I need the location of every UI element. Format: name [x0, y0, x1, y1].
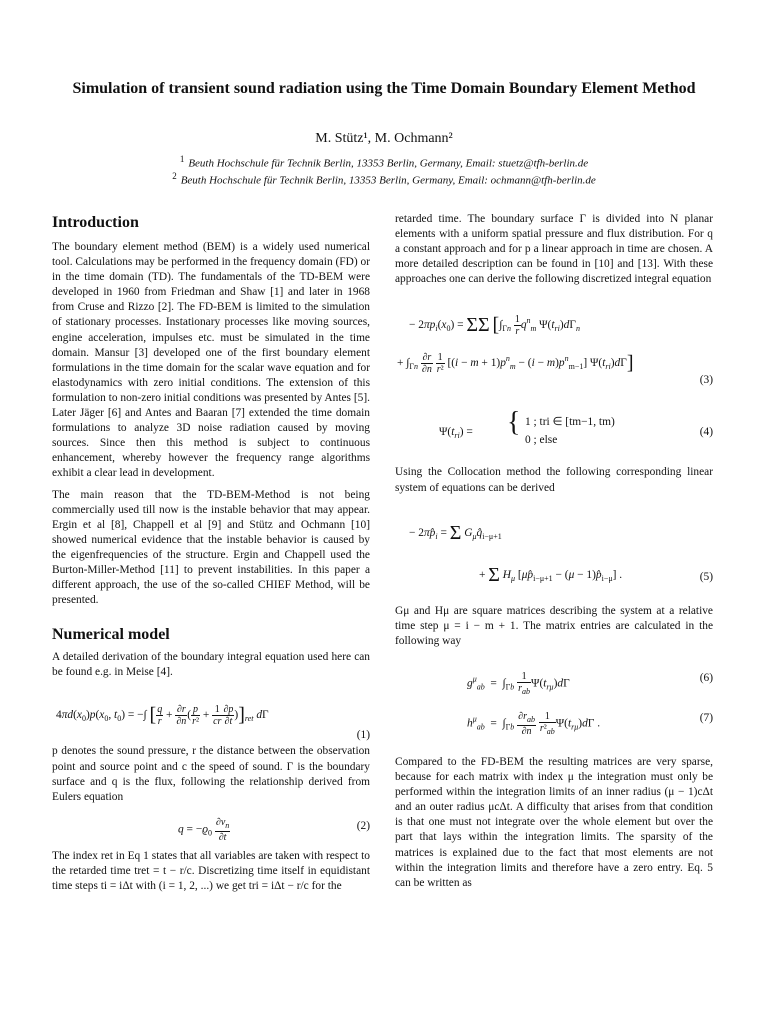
model-paragraph-3: The index ret in Eq 1 states that all variables are taken with respect to the retarded time tret = t − r/c. Discretizing time itself in equidistant time steps ti = iΔt with (i = 1, 2, ...) we get tri = iΔt − r/c for the: [52, 849, 370, 892]
model-paragraph-1: A detailed derivation of the boundary integral equation used here can be found e.g. in Meise [4].: [52, 651, 370, 679]
equation-1: $4\pi d(x_0)p(x_0$, $t_0$) = −∫ [ $\frac{q}{r}$ + $\frac{\partial r}{\partial n}$ ( $\frac{p}{\text{r²}}$ + $\frac{1}{cr}$ $\frac{\partial p}{\partial t}$ )]$_{ret}$ dΓ (1): [56, 704, 370, 742]
paper-authors: M. Stütz¹, M. Ochmann²: [315, 131, 453, 146]
equation-3: − $2\pi p_i(x_0) = \Sigma\Sigma$ [$\int_{\Gamma n}$ $\frac{1}{r}$ $q^n_m$ $\Psi(t_{ri})d\Gamma_n$ + $\int_{\Gamma n}$ $\frac{\partial r}{\partial n}$ $\frac{1}{\text{r²}}$ $[(i - m + 1)p^n_m - (i - m)p^n_{m-1}]$ $\Psi(t_{ri})d\Gamma$] (3): [397, 314, 713, 387]
equation-7-number: (7): [699, 711, 713, 724]
equation-2-number: (2): [356, 819, 370, 832]
affiliation-2-mark: 2: [172, 171, 177, 181]
equation-4: $\Psi(t_{ri})$ = { 1 ; tri ∈ [tm−1, tm) 0 ; else (4): [439, 407, 713, 447]
intro-paragraph-1: The boundary element method (BEM) is a widely used numerical tool. Calculations may be performed in the frequency domain (FD) or in the time domain (TD). The fundamentals of the TD-BEM were developed in 1960 from Friedman and Shaw [1] and later in 1968 from Cruse and Rizzo [2]. The FD-BEM is limited to the simulation of stationary processes. Instationary processes like moving sources, engine acceleration, impulses etc. must be simulated in the time domain. Mansur [3] developed one of the first boundary element formulations in the time domain for the scalar wave equation and for elastodynamics with zero initial conditions. The extension of this formulation to non-zero initial conditions was presented by Antes [5]. Later Jäger [6] and Antes and Baaran [7] extended the time domain formulations to analyze 3D noise radiation caused by moving sources. Since then this method is subject to continuous enhancement, whereby however the frequency range algorithms exhibit a clear lead in development.: [52, 241, 370, 480]
equation-1-number: (1): [356, 729, 370, 742]
affiliation-1: [60, 154, 708, 170]
paper-title: Simulation of transient sound radiation using the Time Domain Boundary Element Method: [72, 80, 696, 97]
equation-4-case-2: 0 ; else: [525, 434, 558, 447]
equation-3-number: (3): [699, 374, 713, 387]
affiliation-1-mark: 1: [179, 154, 185, 164]
affiliation-2: [60, 171, 708, 187]
affiliation-1-text: Beuth Hochschule für Technik Berlin, 13353 Berlin, Germany, Email: stuetz@tfh-berlin.de: [188, 157, 589, 170]
equation-2: $q = -ϱ_0$ $\frac{\partial v_n}{\partial t}$ (2): [178, 816, 370, 843]
equation-6-number: (6): [699, 671, 713, 684]
numerical-model-heading: Numerical model: [52, 626, 170, 644]
affiliation-2-text: Beuth Hochschule für Technik Berlin, 13353 Berlin, Germany, Email: ochmann@tfh-berlin.de: [180, 174, 596, 187]
equation-4-number: (4): [699, 426, 713, 439]
right-paragraph-2: Using the Collocation method the following corresponding linear system of equations can be derived: [395, 466, 713, 494]
equation-6: $g^\mu_{ab} = \int_{\Gamma b}$ $\frac{1}{r_{ab}}$ $\Psi(t_{r\mu})d\Gamma$ (6): [467, 670, 713, 696]
left-column: [52, 212, 370, 894]
equation-7: $h^\mu_{ab} = \int_{\Gamma b}$ $\frac{\partial r_{ab}}{\partial n}$ $\frac{1}{r^2_{ab}}$ $\Psi(t_{r\mu})d\Gamma$ . (7): [467, 710, 713, 737]
intro-paragraph-2: The main reason that the TD-BEM-Method is not being commercially used till now is the instable behavior that may appear. Ergin et al [8], Chappell et al [9] and Stütz and Ochmann [10] showed numerical evidence that the instable behavior is caused by the eigenfrequencies of the structure. Ergin and Chappell used the Burton-Miller-Method [11] to prevent instabilities. In this paper a different approach, the use of the so-called CHIEF Method, will be presented.: [52, 488, 370, 607]
model-paragraph-2: p denotes the sound pressure, r the distance between the observation point and source point and c the speed of sound. Γ is the boundary surface and q is the flux, following the relationship derived from Eulers equation: [52, 745, 370, 803]
right-paragraph-4: Compared to the FD-BEM the resulting matrices are very sparse, because for each matrix with index μ the integration must only be performed within the integration limits of an inner radius (μ − 1)cΔt and an outer radius μcΔt. A difficulty that arises from that condition is that one must not integrate over the whole element but over the part that lays within the integration limits. The sparsity of the matrices is explained due to the fact that most elements are not within the integration limits and therefore have a zero entry. Eq. 5 can be written as: [395, 755, 713, 889]
right-paragraph-3: Gμ and Hμ are square matrices describing the system at a relative time step μ = i − m + 1. The matrix entries are calculated in the following way: [395, 604, 713, 647]
equation-5-number: (5): [699, 570, 713, 583]
right-column: [395, 212, 713, 891]
introduction-heading: Introduction: [52, 214, 139, 231]
equation-5: − $2\pi p̂_i = \Sigma$ $G_\mu q̂_{i-\mu+1}$ + Σ $H_\mu$ [$\mu p̂_{i-\mu+1} - (\mu$ − $1)p̂_{i-\mu}$] . (5): [409, 521, 713, 586]
right-paragraph-1: retarded time. The boundary surface Γ is divided into N planar elements with a uniform spatial pressure and flux distribution. For q a constant approach and for p a linear approach in time are chosen. A more detailed description can be found in [10] and [13]. With these approaches one can derive the following discretized integral equation: [395, 213, 713, 286]
equation-4-case-1: 1 ; tri ∈ [tm−1, tm): [525, 416, 615, 429]
